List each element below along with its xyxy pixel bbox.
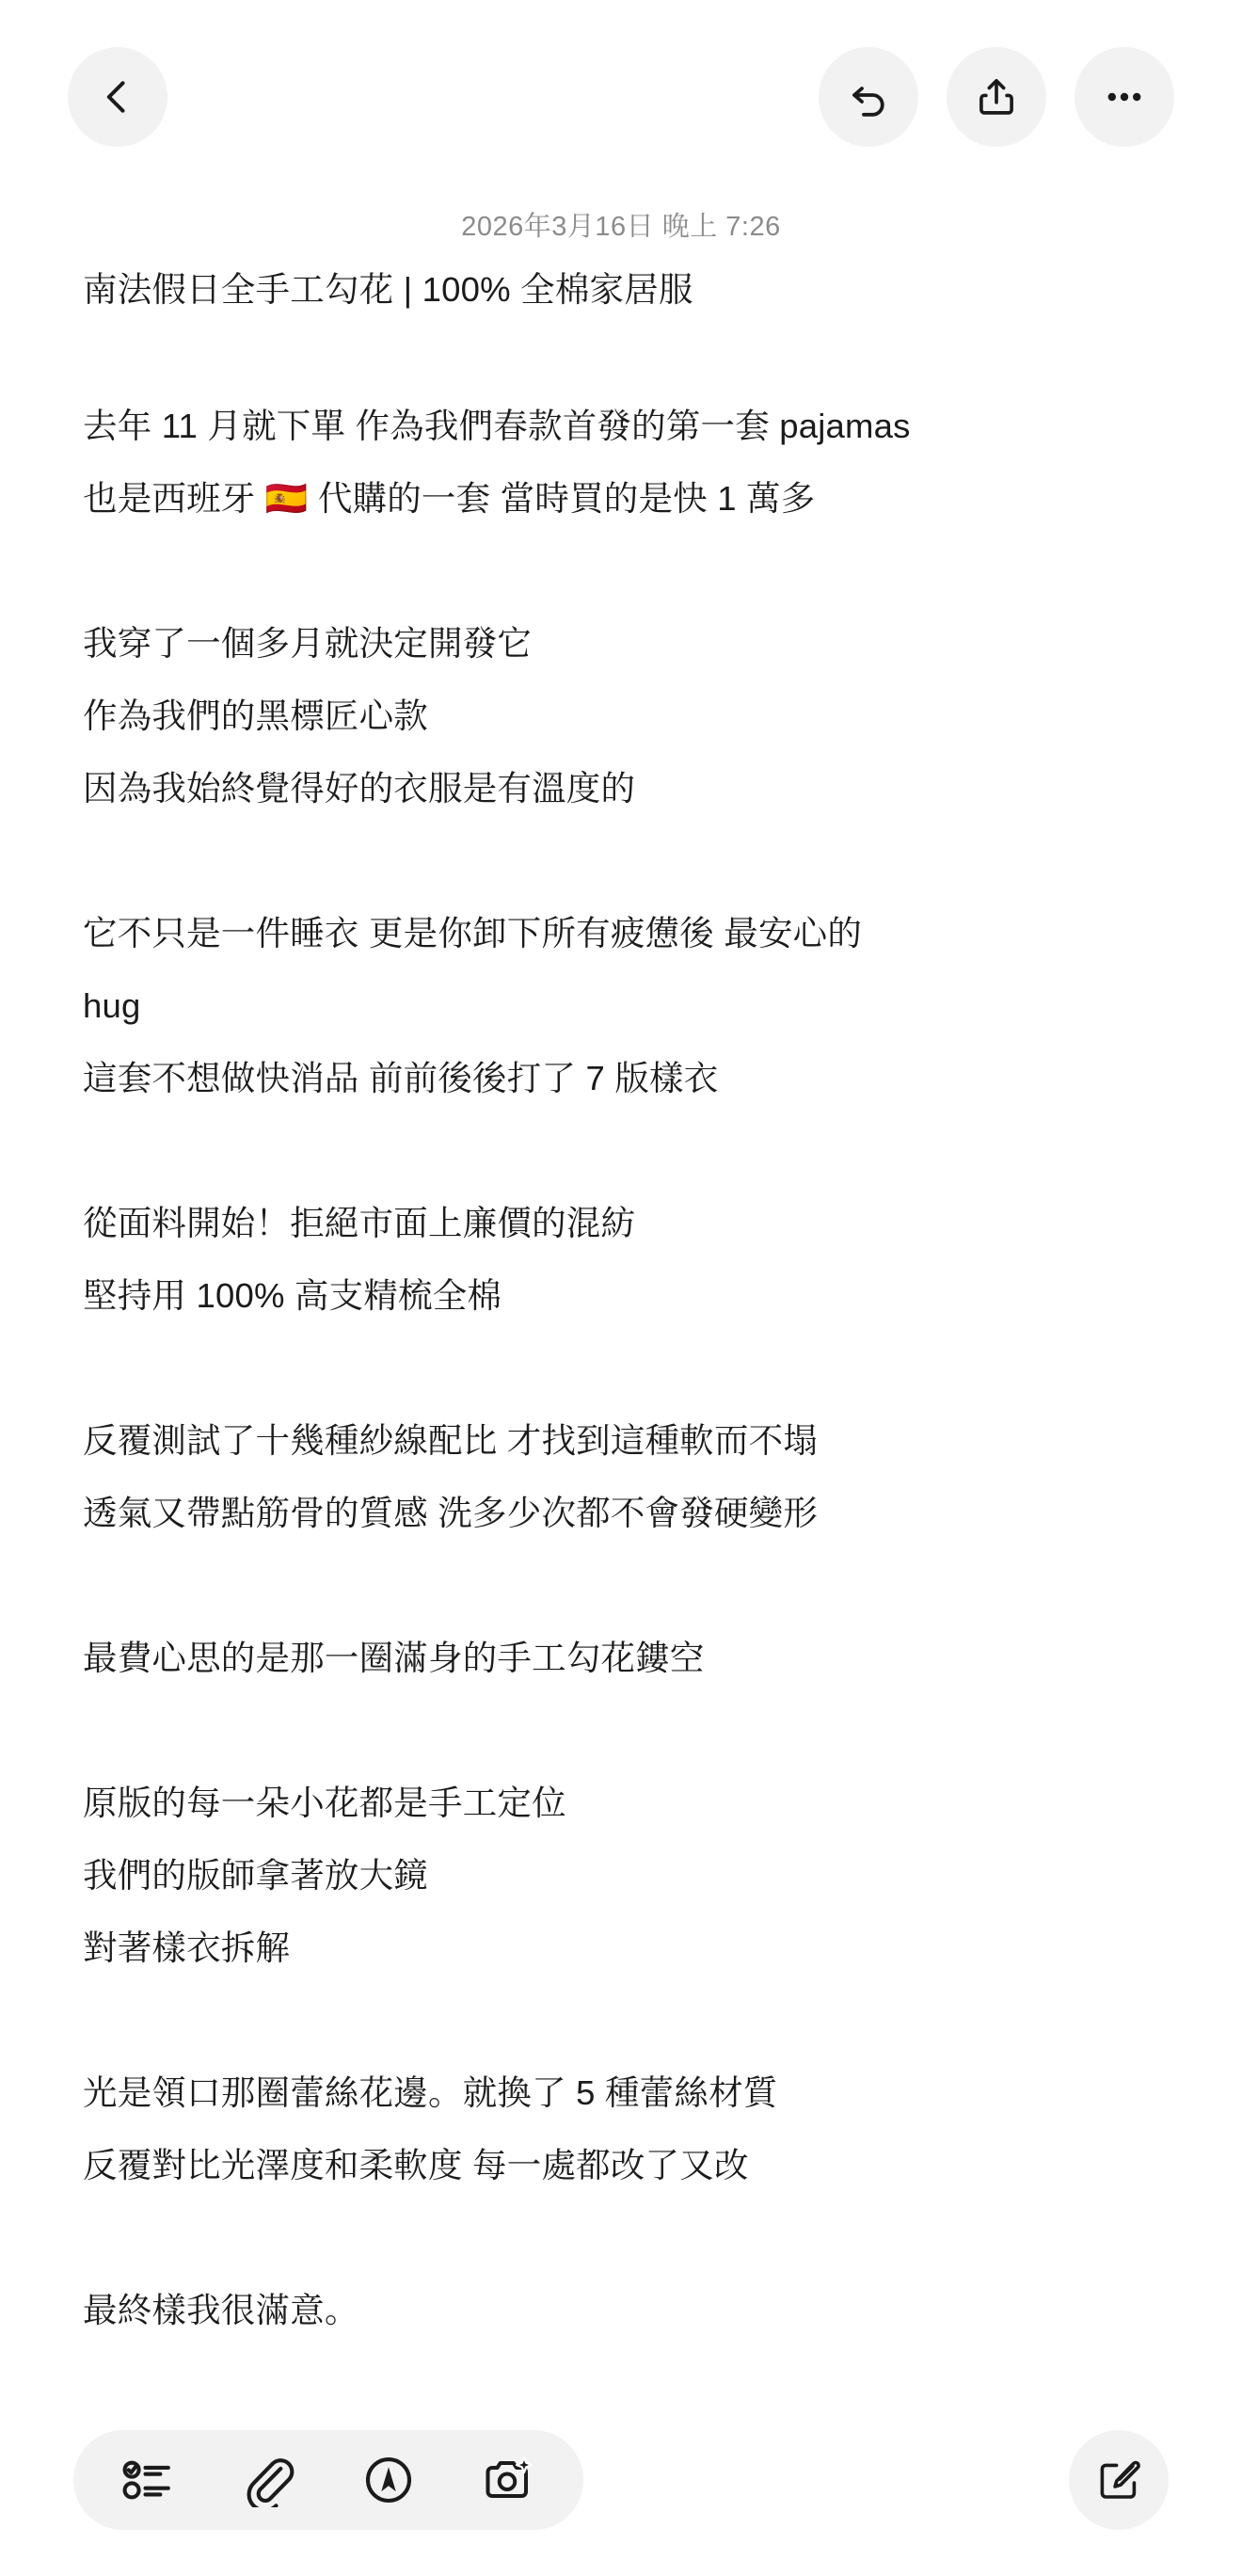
chevron-left-icon <box>97 76 138 118</box>
note-line: 光是領口那圈蕾絲花邊。就換了 5 種蕾絲材質 <box>83 2072 778 2112</box>
note-timestamp: 2026年3月16日 晚上 7:26 <box>461 212 781 242</box>
paragraph-spacer <box>83 1984 1179 2056</box>
markup-button[interactable] <box>358 2449 420 2511</box>
more-options-button[interactable] <box>1075 47 1174 147</box>
camera-sparkle-icon <box>481 2452 537 2508</box>
note-line: 透氣又帶點筋骨的質感 洗多少次都不會發硬變形 <box>83 1493 819 1532</box>
paragraph-spacer <box>83 1694 1179 1767</box>
note-paragraph <box>83 2274 1179 2346</box>
checklist-icon <box>120 2453 175 2507</box>
note-line: 原版的每一朵小花都是手工定位 <box>83 1783 566 1822</box>
note-line: 反覆對比光澤度和柔軟度 每一處都改了又改 <box>83 2145 749 2184</box>
note-line: 對著樣衣拆解 <box>83 1928 291 1967</box>
compose-pencil-icon <box>1096 2457 1141 2503</box>
note-line: 它不只是一件睡衣 更是你卸下所有疲憊後 最安心的 <box>83 913 863 952</box>
top-toolbar <box>0 0 1242 193</box>
share-upload-icon <box>975 75 1018 119</box>
checklist-button[interactable] <box>117 2449 179 2511</box>
undo-button[interactable] <box>819 47 918 147</box>
note-line: 堅持用 100% 高支精梳全棉 <box>83 1275 502 1315</box>
note-paragraph <box>83 607 1179 824</box>
note-content[interactable] <box>83 268 1179 2346</box>
paragraph-spacer <box>83 1332 1179 1404</box>
attachment-button[interactable] <box>237 2449 299 2511</box>
photo-scan-button[interactable] <box>478 2449 540 2511</box>
editor-tool-pill <box>73 2430 583 2530</box>
note-line: 最終樣我很滿意。 <box>83 2290 359 2329</box>
note-paragraph <box>83 390 1179 535</box>
note-line: 作為我們的黑標匠心款 <box>83 696 428 735</box>
paragraph-spacer <box>83 1549 1179 1622</box>
note-line: 我穿了一個多月就決定開發它 <box>83 623 533 663</box>
note-line: 這套不想做快消品 前前後後打了 7 版樣衣 <box>83 1058 719 1097</box>
compose-button[interactable] <box>1069 2430 1169 2530</box>
note-line: hug <box>83 985 141 1025</box>
more-horizontal-icon <box>1102 74 1147 120</box>
note-paragraphs <box>83 317 1179 2346</box>
top-toolbar-actions <box>819 47 1174 147</box>
paragraph-spacer <box>83 824 1179 897</box>
note-paragraph <box>83 897 1179 1114</box>
bottom-toolbar <box>0 2383 1242 2576</box>
undo-arrow-icon <box>846 74 891 120</box>
paperclip-icon <box>241 2453 295 2507</box>
note-line: 反覆測試了十幾種紗線配比 才找到這種軟而不塌 <box>83 1420 819 1460</box>
paragraph-spacer <box>83 535 1179 607</box>
markup-pen-circle-icon <box>361 2453 416 2507</box>
back-button[interactable] <box>68 47 167 147</box>
note-line: 最費心思的是那一圈滿身的手工勾花鏤空 <box>83 1638 705 1677</box>
paragraph-spacer <box>83 1114 1179 1187</box>
paragraph-spacer <box>83 2201 1179 2274</box>
note-paragraph <box>83 2056 1179 2201</box>
note-line: 去年 11 月就下單 作為我們春款首發的第一套 pajamas <box>83 406 911 445</box>
share-button[interactable] <box>947 47 1046 147</box>
paragraph-spacer <box>83 317 1179 390</box>
note-line: 因為我始終覺得好的衣服是有溫度的 <box>83 768 636 808</box>
note-paragraph <box>83 1622 1179 1694</box>
note-line: 從面料開始！拒絕市面上廉價的混紡 <box>83 1203 636 1242</box>
note-line: 也是西班牙 🇪🇸 代購的一套 當時買的是快 1 萬多 <box>83 478 816 518</box>
note-line: 我們的版師拿著放大鏡 <box>83 1855 428 1895</box>
note-title: 南法假日全手工勾花 | 100% 全棉家居服 <box>83 270 693 309</box>
note-paragraph <box>83 1767 1179 1984</box>
note-paragraph <box>83 1404 1179 1549</box>
note-paragraph <box>83 1187 1179 1332</box>
